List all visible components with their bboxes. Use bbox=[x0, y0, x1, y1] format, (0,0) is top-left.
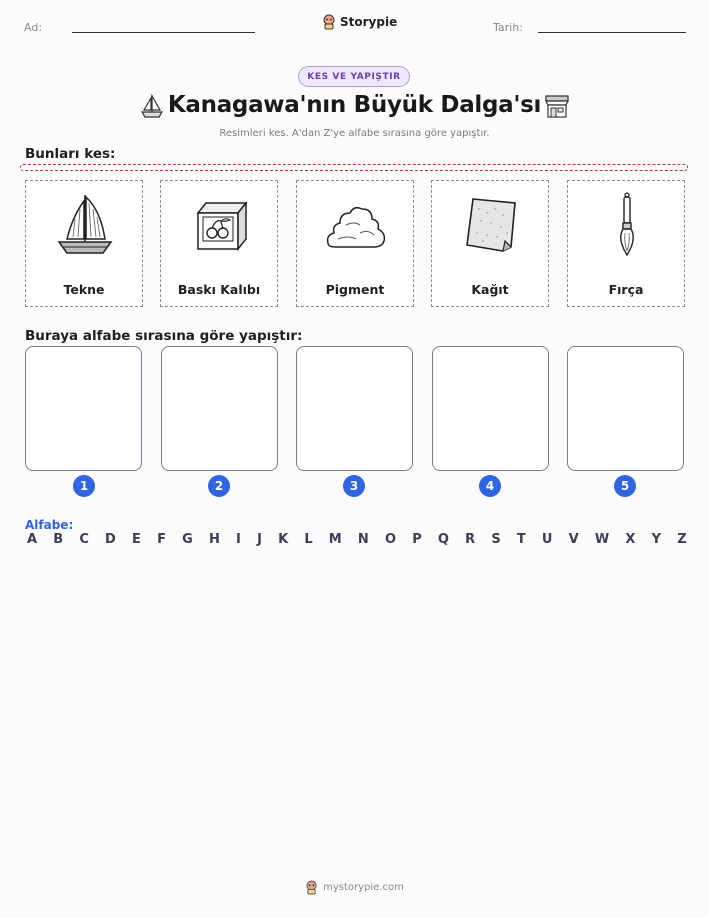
alphabet-letter: R bbox=[465, 532, 476, 547]
cut-card-pigment[interactable] bbox=[296, 180, 414, 307]
cut-card-kagit[interactable] bbox=[431, 180, 549, 307]
paper-icon bbox=[461, 189, 521, 264]
sailboat-icon bbox=[55, 189, 115, 264]
storypie-mascot-icon bbox=[305, 880, 318, 895]
alphabet-letter: K bbox=[278, 532, 289, 547]
alphabet-letter: F bbox=[157, 532, 166, 547]
alphabet-letter: U bbox=[541, 532, 553, 547]
alphabet-letter: C bbox=[79, 532, 89, 547]
name-line[interactable] bbox=[72, 32, 255, 33]
date-label: Tarih: bbox=[493, 21, 523, 34]
paste-slot-4[interactable] bbox=[432, 346, 549, 471]
card-label: Tekne bbox=[63, 282, 105, 297]
paste-heading: Buraya alfabe sırasına göre yapıştır: bbox=[25, 328, 303, 344]
slot-number: 2 bbox=[208, 475, 230, 497]
alphabet-letter: X bbox=[625, 532, 636, 547]
cut-heading: Bunları kes: bbox=[25, 146, 116, 162]
card-label: Fırça bbox=[608, 282, 644, 297]
alphabet-row bbox=[27, 532, 687, 547]
cut-line bbox=[20, 164, 688, 171]
paste-slot-5[interactable] bbox=[567, 346, 684, 471]
woodblock-icon bbox=[190, 189, 250, 264]
alphabet-letter: W bbox=[594, 532, 610, 547]
alphabet-label: Alfabe: bbox=[25, 518, 74, 532]
cut-card-firca[interactable] bbox=[567, 180, 685, 307]
alphabet-letter: Z bbox=[677, 532, 687, 547]
slot-number: 4 bbox=[479, 475, 501, 497]
alphabet-letter: D bbox=[105, 532, 116, 547]
card-label: Pigment bbox=[325, 282, 385, 297]
cut-card-baski-kalibi[interactable] bbox=[160, 180, 278, 307]
date-line[interactable] bbox=[538, 32, 686, 33]
slot-number: 3 bbox=[343, 475, 365, 497]
name-label: Ad: bbox=[24, 21, 43, 34]
brush-icon bbox=[597, 189, 657, 264]
footer bbox=[0, 880, 709, 895]
paste-slot-2[interactable] bbox=[161, 346, 278, 471]
alphabet-letter: G bbox=[182, 532, 193, 547]
brand-name: Storypie bbox=[340, 15, 398, 29]
activity-badge: KES VE YAPIŞTIR bbox=[298, 66, 410, 87]
page-title: Kanagawa'nın Büyük Dalga'sı bbox=[167, 92, 542, 118]
alphabet-letter: I bbox=[236, 532, 241, 547]
brand-logo bbox=[322, 14, 397, 30]
alphabet-letter: L bbox=[304, 532, 313, 547]
alphabet-letter: M bbox=[328, 532, 342, 547]
alphabet-letter: S bbox=[491, 532, 501, 547]
slot-number: 5 bbox=[614, 475, 636, 497]
slot-number: 1 bbox=[73, 475, 95, 497]
alphabet-letter: O bbox=[384, 532, 397, 547]
alphabet-letter: A bbox=[27, 532, 38, 547]
storypie-mascot-icon bbox=[322, 14, 336, 30]
paste-slot-3[interactable] bbox=[296, 346, 413, 471]
alphabet-letter: Q bbox=[437, 532, 449, 547]
paste-slot-1[interactable] bbox=[25, 346, 142, 471]
alphabet-letter: H bbox=[208, 532, 220, 547]
alphabet-letter: J bbox=[257, 532, 262, 547]
alphabet-letter: Y bbox=[651, 532, 662, 547]
card-label: Baskı Kalıbı bbox=[177, 282, 261, 297]
footer-url[interactable]: mystorypie.com bbox=[323, 882, 404, 893]
alphabet-letter: N bbox=[357, 532, 369, 547]
card-label: Kağıt bbox=[471, 282, 509, 297]
cut-card-tekne[interactable] bbox=[25, 180, 143, 307]
alphabet-letter: T bbox=[516, 532, 526, 547]
alphabet-letter: P bbox=[412, 532, 422, 547]
pigment-pile-icon bbox=[326, 189, 386, 264]
alphabet-letter: E bbox=[132, 532, 141, 547]
alphabet-letter: V bbox=[568, 532, 579, 547]
shop-decoration-icon bbox=[543, 92, 571, 120]
instructions: Resimleri kes. A'dan Z'ye alfabe sırasına göre yapıştır. bbox=[219, 128, 490, 139]
alphabet-letter: B bbox=[53, 532, 64, 547]
